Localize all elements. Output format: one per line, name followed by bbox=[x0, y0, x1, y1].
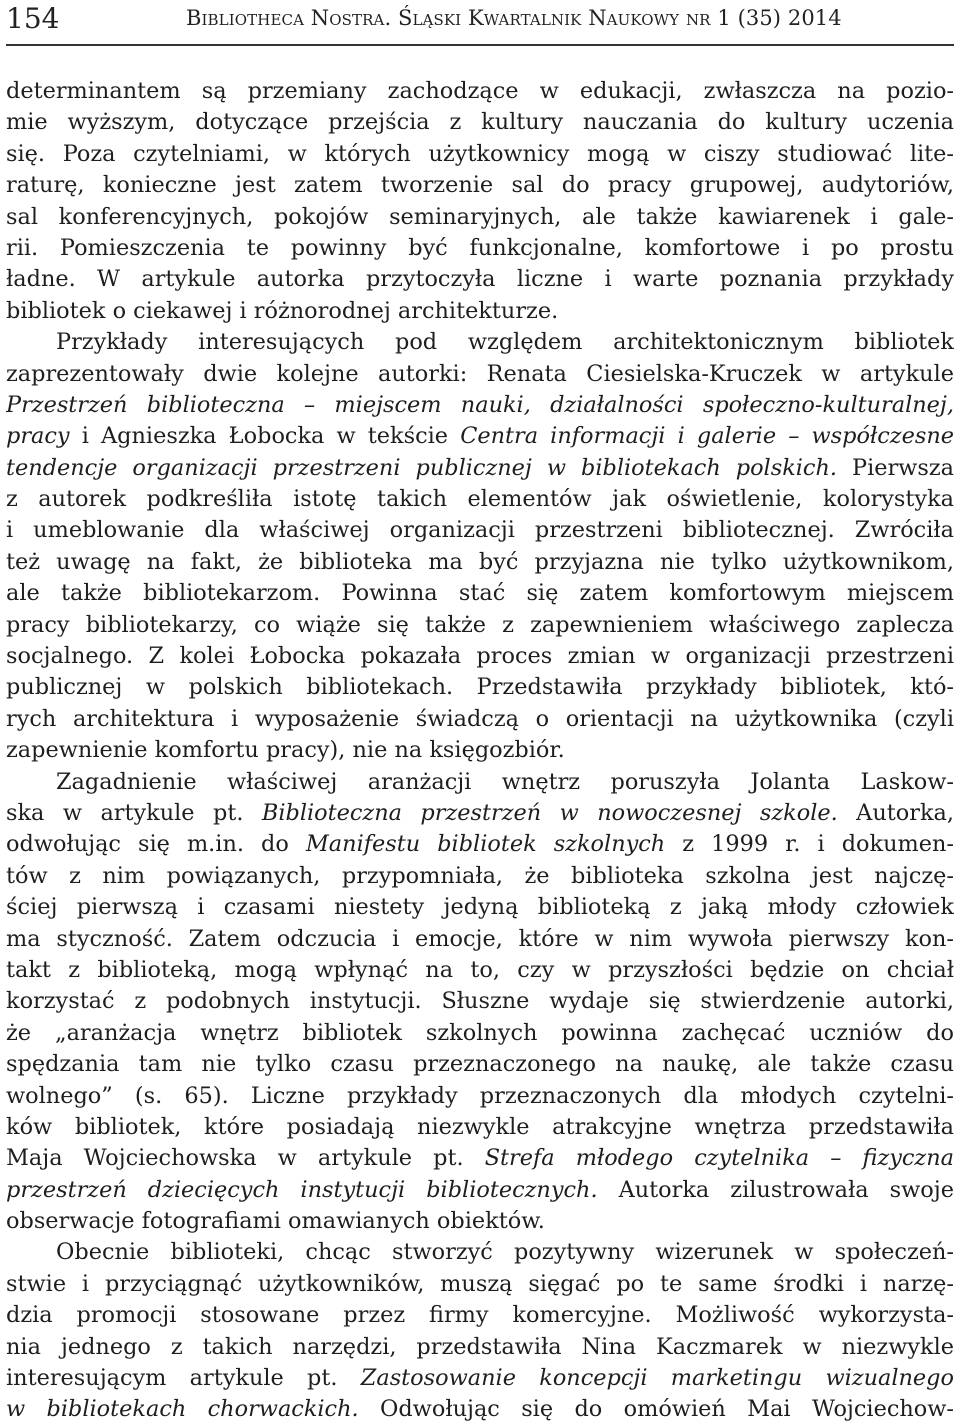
text-line bbox=[6, 1081, 954, 1112]
running-head: Bibliotheca Nostra. Śląski Kwartalnik Naukowy nr 1 (35) 2014 bbox=[186, 6, 842, 30]
text-run: i umeblowanie dla właściwej organizacji przestrzeni bibliotecznej. Zwróciła bbox=[6, 517, 954, 544]
text-line bbox=[6, 610, 954, 641]
text-run: ma styczność. Zatem odczucia i emocje, które w nim wywoła pierwszy kon- bbox=[6, 925, 954, 952]
text-line bbox=[6, 1269, 954, 1300]
text-line bbox=[6, 359, 954, 390]
text-line bbox=[6, 107, 954, 138]
text-line bbox=[6, 861, 954, 892]
text-run: takt z biblioteką, mogą wpłynąć na to, czy w przyszłości będzie on chciał bbox=[6, 956, 954, 983]
text-line bbox=[6, 296, 954, 327]
text-line bbox=[6, 484, 954, 515]
text-run: wolnego” (s. 65). Liczne przykłady przeznaczonych dla młodych czytelni- bbox=[6, 1082, 954, 1109]
text-line bbox=[6, 453, 954, 484]
text-line bbox=[6, 390, 954, 421]
text-run: tów z nim powiązanych, przypomniała, że biblioteka szkolna jest najczę- bbox=[6, 862, 954, 889]
italic-title: pracy bbox=[6, 423, 70, 450]
text-line bbox=[6, 798, 954, 829]
text-line bbox=[6, 233, 954, 264]
text-line bbox=[6, 421, 954, 452]
text-line bbox=[6, 327, 954, 358]
text-line bbox=[6, 672, 954, 703]
text-line bbox=[6, 1112, 954, 1143]
text-line bbox=[6, 170, 954, 201]
italic-title: Manifestu bibliotek szkolnych bbox=[305, 831, 666, 858]
text-run: Maja Wojciechowska w artykule pt. bbox=[6, 1145, 485, 1172]
page-number: 154 bbox=[6, 2, 60, 35]
text-run: stwie i przyciągnąć użytkowników, muszą sięgać po te same środki i narzę- bbox=[6, 1270, 954, 1297]
text-line bbox=[6, 924, 954, 955]
text-line bbox=[6, 1237, 954, 1268]
text-line bbox=[6, 1332, 954, 1363]
text-line bbox=[6, 955, 954, 986]
text-run: korzystać z podobnych instytucji. Słuszne wydaje się stwierdzenie autorki, bbox=[6, 988, 954, 1015]
text-run: pracy bibliotekarzy, co wiąże się także z zapewnieniem właściwego zaplecza bbox=[6, 611, 954, 638]
text-line bbox=[6, 892, 954, 923]
text-line bbox=[6, 139, 954, 170]
text-run: też uwagę na fakt, że biblioteka ma być przyjazna nie tylko użytkownikom, bbox=[6, 548, 954, 575]
text-line bbox=[6, 704, 954, 735]
text-run: Pierwsza bbox=[837, 454, 954, 481]
text-line bbox=[6, 1394, 954, 1425]
text-line bbox=[6, 578, 954, 609]
header-rule bbox=[6, 44, 954, 46]
text-run: Obecnie biblioteki, chcąc stworzyć pozytywny wizerunek w społeczeń- bbox=[56, 1239, 954, 1266]
text-line bbox=[6, 1143, 954, 1174]
text-run: zapewnienie komfortu pracy), nie na księgozbiór. bbox=[6, 737, 565, 764]
italic-title: Zastosowanie koncepcji marketingu wizualnego bbox=[360, 1365, 954, 1392]
italic-title: Strefa młodego czytelnika – fizyczna bbox=[484, 1145, 954, 1172]
italic-title: Centra informacji i galerie – współczesne bbox=[460, 423, 954, 450]
italic-title: Przestrzeń biblioteczna – miejscem nauki, działalności społeczno-kulturalnej, bbox=[6, 391, 954, 418]
text-line bbox=[6, 986, 954, 1017]
text-run: spędzania tam nie tylko czasu przeznaczonego na naukę, ale także czasu bbox=[6, 1051, 954, 1078]
text-line bbox=[6, 76, 954, 107]
text-run: socjalnego. Z kolei Łobocka pokazała proces zmian w organizacji przestrzeni bbox=[6, 643, 954, 670]
text-line bbox=[6, 735, 954, 766]
text-run: Autorka zilustrowała swoje bbox=[597, 1176, 954, 1203]
text-run: się. Poza czytelniami, w których użytkownicy mogą w ciszy studiować lite- bbox=[6, 140, 954, 167]
text-run: nia jednego z takich narzędzi, przedstawiła Nina Kaczmarek w niezwykle bbox=[6, 1333, 954, 1360]
text-run: publicznej w polskich bibliotekach. Przedstawiła przykłady bibliotek, któ- bbox=[6, 674, 954, 701]
text-run: dzia promocji stosowane przez firmy komercyjne. Możliwość wykorzysta- bbox=[6, 1302, 954, 1329]
text-run: Przykłady interesujących pod względem architektonicznym bibliotek bbox=[56, 329, 954, 356]
text-line bbox=[6, 1049, 954, 1080]
text-line bbox=[6, 1206, 954, 1237]
text-run: że „aranżacja wnętrz bibliotek szkolnych powinna zachęcać uczniów do bbox=[6, 1019, 954, 1046]
text-run: ale także bibliotekarzom. Powinna stać się zatem komfortowym miejscem bbox=[6, 580, 954, 607]
text-line bbox=[6, 264, 954, 295]
text-run: z 1999 r. i dokumen- bbox=[665, 831, 954, 858]
text-line bbox=[6, 1175, 954, 1206]
text-run: ściej pierwszą i czasami niestety jedyną biblioteką z jaką młody człowiek bbox=[6, 894, 954, 921]
text-line bbox=[6, 202, 954, 233]
body-text bbox=[6, 76, 954, 1426]
text-run: odwołując się m.in. do bbox=[6, 831, 306, 858]
text-run: ładne. W artykule autorka przytoczyła liczne i warte poznania przykłady bbox=[6, 266, 954, 293]
text-run: determinantem są przemiany zachodzące w edukacji, zwłaszcza na pozio- bbox=[6, 78, 954, 104]
text-line bbox=[6, 829, 954, 860]
text-run: mie wyższym, dotyczące przejścia z kultury nauczania do kultury uczenia bbox=[6, 109, 954, 136]
text-run: Odwołując się do omówień Mai Wojciechow- bbox=[358, 1396, 954, 1423]
text-line bbox=[6, 641, 954, 672]
text-run: i Agnieszka Łobocka w tekście bbox=[69, 423, 461, 450]
italic-title: tendencje organizacji przestrzeni publicznej w bibliotekach polskich. bbox=[6, 454, 838, 481]
text-run: z autorek podkreśliła istotę takich elementów jak oświetlenie, kolorystyka bbox=[6, 486, 954, 513]
italic-title: w bibliotekach chorwackich. bbox=[6, 1396, 359, 1423]
text-run: rii. Pomieszczenia te powinny być funkcjonalne, komfortowe i po prostu bbox=[6, 234, 954, 261]
italic-title: Biblioteczna przestrzeń w nowoczesnej szkole. bbox=[261, 799, 838, 826]
text-line bbox=[6, 1300, 954, 1331]
italic-title: przestrzeń dziecięcych instytucji bibliotecznych. bbox=[6, 1176, 598, 1203]
text-run: obserwacje fotografiami omawianych obiektów. bbox=[6, 1208, 545, 1235]
text-run: sal konferencyjnych, pokojów seminaryjnych, ale także kawiarenek i gale- bbox=[6, 203, 954, 230]
text-run: ska w artykule pt. bbox=[6, 799, 262, 826]
text-line bbox=[6, 547, 954, 578]
text-run: raturę, konieczne jest zatem tworzenie sal do pracy grupowej, audytoriów, bbox=[6, 172, 954, 199]
text-run: Zagadnienie właściwej aranżacji wnętrz poruszyła Jolanta Laskow- bbox=[56, 768, 954, 795]
text-run: rych architektura i wyposażenie świadczą o orientacji na użytkownika (czyli bbox=[6, 705, 954, 732]
text-line bbox=[6, 1363, 954, 1394]
page-header bbox=[6, 0, 954, 44]
text-run: Autorka, bbox=[837, 799, 954, 826]
text-run: interesującym artykule pt. bbox=[6, 1365, 361, 1392]
text-line bbox=[6, 767, 954, 798]
text-line bbox=[6, 1018, 954, 1049]
text-run: bibliotek o ciekawej i różnorodnej architekturze. bbox=[6, 297, 559, 324]
text-run: zaprezentowały dwie kolejne autorki: Renata Ciesielska-Kruczek w artykule bbox=[6, 360, 954, 387]
text-run: ków bibliotek, które posiadają niezwykle atrakcyjne wnętrza przedstawiła bbox=[6, 1113, 954, 1140]
text-line bbox=[6, 515, 954, 546]
